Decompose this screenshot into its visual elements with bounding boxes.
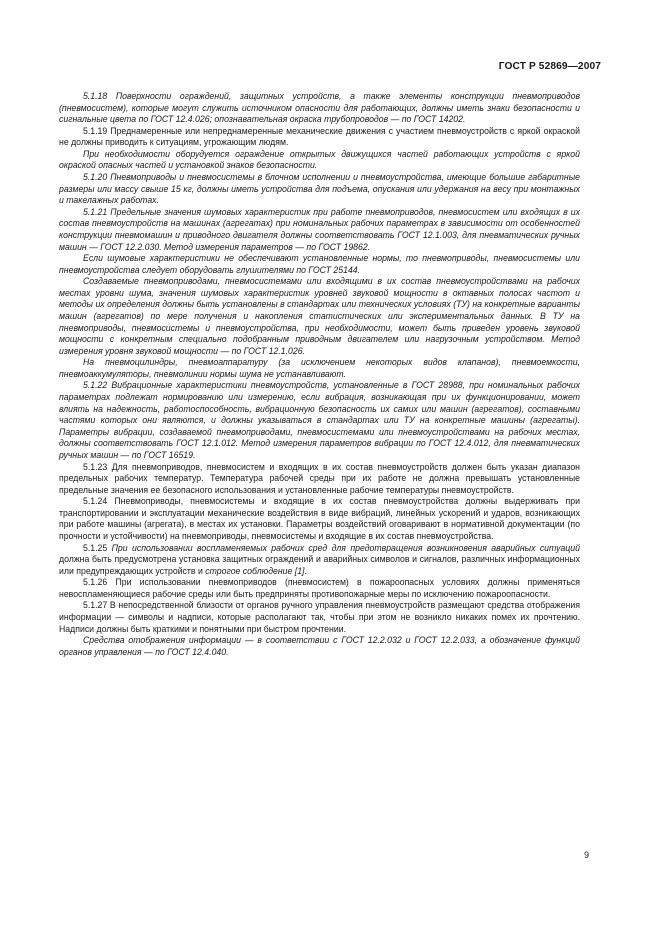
paragraph-5-1-26: 5.1.26 При использовании пневмоприводов (пневмосистем) в пожароопасных условиях должны применяться невоспламеняющиеся рабочие среды или быть предприняты противопожарные меры по исключению пожароопасности. — [59, 577, 580, 599]
paragraph-5-1-21-silencers: Если шумовые характеристики не обеспечивают установленные нормы, то пневмоприводы, пневмосистемы или пневмоустройства следует оборудовать глушителями по ГОСТ 25144. — [59, 253, 580, 275]
paragraph-5-1-21-exemptions: На пневмоцилиндры, пневмоаппаратуру (за исключением некоторых видов клапанов), пневмоемкости, пневмоаккумуляторы, пневмолинии нормы шума не устанавливают. — [59, 357, 580, 379]
paragraph-5-1-24: 5.1.24 Пневмоприводы, пневмосистемы и входящие в их состав пневмоустройства должны выдерживать при транспортировании и эксплуатации механические воздействия в виде вибраций, линейных ускорений и ударов, возникающих при работе машины (агрегата), в местах их установки. Параметры воздействий оговаривают в нормативной документации (по прочности и устойчивости) на пневмоприводы, пневмосистемы и входящие в их состав пневмоустройства. — [59, 496, 580, 541]
paragraph-5-1-23: 5.1.23 Для пневмоприводов, пневмосистем и входящих в их состав пневмоустройств должен быть указан диапазон предельных рабочих температур. Температура рабочей среды при их работе не должна превышать установленные предельные значения ее безопасного использования и установленные рабочие температуры пневмоустройств. — [59, 461, 580, 495]
paragraph-5-1-20: 5.1.20 Пневмоприводы и пневмосистемы в блочном исполнении и пневмоустройства, имеющие большие габаритные размеры или массу свыше 15 кг, должны иметь устройства для подъема, опускания или удержания на весу при монтажных и такелажных работах. — [59, 172, 580, 206]
paragraph-5-1-19-note: При необходимости оборудуется ограждение открытых движущихся частей работающих устройств с яркой окраской опасных частей и установкой знаков безопасности. — [59, 148, 580, 171]
paragraph-5-1-18: 5.1.18 Поверхности ограждений, защитных устройств, а также элементы конструкции пневмоприводов (пневмосистем), которые могут служить источником опасности для работающих, должны иметь знаки безопасности и сигнальные цвета по ГОСТ 12.4.026; опознавательная окраска трубопроводов — по ГОСТ 14202. — [59, 91, 580, 125]
clause-number: 5.1.25 — [83, 542, 112, 553]
page-number: 9 — [584, 850, 589, 860]
paragraph-5-1-27-references: Средства отображения информации — в соответствии с ГОСТ 12.2.032 и ГОСТ 12.2.033, а обозначение функций органов управления — по ГОСТ 12.4.040. — [59, 635, 580, 657]
paragraph-5-1-27: 5.1.27 В непосредственной близости от органов ручного управления пневмоустройств размещают средства отображения информации — символы и надписи, которые располагают так, чтобы при этом не возникло никаких помех их прочтению. Надписи должны быть краткими и понятными при быстром прочтении. — [59, 600, 580, 634]
paragraph-5-1-21-noise-levels: Создаваемые пневмоприводами, пневмосистемами или входящими в их состав пневмоустройствами на рабочих местах уровни шума, значения шумовых характеристик уровней звуковой мощности в октавных полосах частот и методы их определения должны быть установлены в стандартах или технических условиях (ТУ) на конкретные варианты машин (агрегатов) по мере получения и накопления статистических или экспериментальных данных. В ТУ на пневмоприводы, пневмосистемы и пневмоустройства, при необходимости, может быть приведен уровень звуковой мощности с конкретным специально подобранным приводным двигателем или нагрузочным устройством. Метод измерения уровня звуковой мощности — по ГОСТ 12.1.026. — [59, 276, 580, 356]
paragraph-5-1-19: 5.1.19 Преднамеренные или непреднамеренные механические движения с участием пневмоустройств с яркой окраской не должны приводить к ситуациям, угрожающим людям. — [59, 125, 580, 148]
paragraph-5-1-22: 5.1.22 Вибрационные характеристики пневмоустройств, установленные в ГОСТ 28988, при номинальных рабочих параметрах подлежат нормированию или измерению, если вибрация, возникающая при их функционировании, может влиять на надежность, работоспособность, вибрационную безопасность их самих или машин (агрегатов), составными частями которых они являются, и должны указываться в стандартах или ТУ на конкретные машины (агрегаты). Параметры вибрации, создаваемой пневмоприводами, пневмосистемами или пневмоустройствами на рабочих местах, должны соответствовать ГОСТ 12.1.012. Метод измерения параметров вибрации по ГОСТ 12.4.012, для пневматических ручных машин — по ГОСТ 16519. — [59, 380, 580, 460]
paragraph-5-1-21: 5.1.21 Предельные значения шумовых характеристик при работе пневмоприводов, пневмосистем или входящих в их состав пневмоустройств на машинах (агрегатах) при номинальных рабочих параметрах в зависимости от особенностей конструкции пневмомашин и приводного двигателя должны соответствовать ГОСТ 12.1.003, для пневматических ручных машин — ГОСТ 12.2.030. Метод измерения параметров — по ГОСТ 19862. — [59, 206, 580, 252]
italic-fragment: строгое соблюдение [1] — [205, 565, 305, 576]
standard-title: ГОСТ Р 52869—2007 — [498, 61, 601, 72]
paragraph-5-1-25 — [59, 543, 580, 578]
regular-fragment: . — [304, 565, 307, 576]
body-text — [59, 91, 580, 658]
regular-fragment: должна быть предусмотрена установка защитных ограждений и аварийных символов и сигналов, различных информационных или предупреждающих устройств и — [59, 554, 580, 576]
italic-fragment: При использовании воспламеняемых рабочих сред для предотвращения возникновения аварийных ситуаций — [111, 542, 580, 553]
